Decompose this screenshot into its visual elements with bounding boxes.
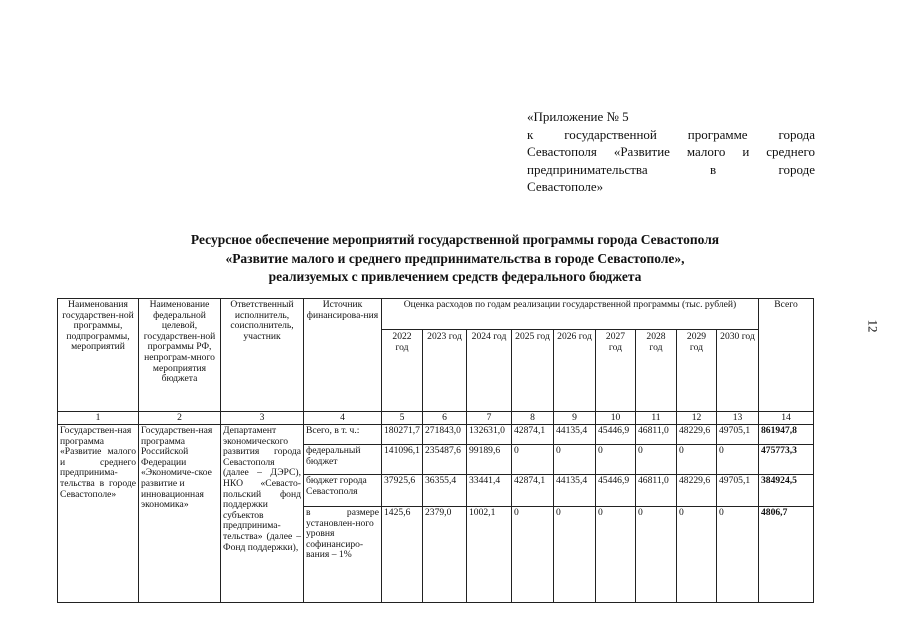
column-number: 11: [635, 412, 676, 425]
appendix-line-1: «Приложение № 5: [527, 109, 629, 124]
table-row-total: [58, 425, 814, 445]
header-years-group: Оценка расходов по годам реализации государственной программы (тыс. рублей): [382, 299, 759, 330]
document-title: [120, 231, 790, 287]
header-year-2023: 2023 год: [422, 330, 466, 412]
column-number: 4: [304, 412, 382, 425]
value-cell: 48229,6: [676, 475, 716, 507]
value-cell: 271843,0: [422, 425, 466, 445]
header-federal-program: Наименование федеральной целевой, государствен-ной программы РФ, непрограм-много мероприятия бюджета: [139, 299, 221, 412]
column-number: 12: [676, 412, 716, 425]
header-year-2030: 2030 год: [716, 330, 758, 412]
source-cell: в размере установлен-ного уровня софинансиро-вания – 1%: [304, 507, 382, 603]
value-cell: 42874,1: [511, 425, 553, 445]
federal-program-cell: Государствен-ная программа Российской Федерации «Экономиче-ское развитие и инновационная экономика»: [139, 425, 221, 603]
value-cell: 45446,9: [595, 425, 635, 445]
value-cell: 0: [716, 507, 758, 603]
source-cell: Всего, в т. ч.:: [304, 425, 382, 445]
value-cell: 44135,4: [553, 425, 595, 445]
column-number: 3: [221, 412, 304, 425]
value-cell: 46811,0: [635, 475, 676, 507]
column-number: 6: [422, 412, 466, 425]
value-cell: 0: [635, 507, 676, 603]
total-cell: 861947,8: [758, 425, 813, 445]
value-cell: 49705,1: [716, 475, 758, 507]
column-number: 9: [553, 412, 595, 425]
total-cell: 475773,3: [758, 445, 813, 475]
header-executor: Ответственный исполнитель, соисполнитель, участник: [221, 299, 304, 412]
title-line-3: реализуемых с привлечением средств федерального бюджета: [268, 269, 642, 284]
value-cell: 1002,1: [466, 507, 511, 603]
title-line-1: Ресурсное обеспечение мероприятий государственной программы города Севастополя: [190, 232, 720, 247]
header-total: Всего: [758, 299, 813, 412]
value-cell: 99189,6: [466, 445, 511, 475]
appendix-line-5: Севастополе»: [527, 179, 604, 194]
value-cell: 141096,1: [382, 445, 423, 475]
value-cell: 132631,0: [466, 425, 511, 445]
value-cell: 0: [716, 445, 758, 475]
source-cell: бюджет города Севастополя: [304, 475, 382, 507]
value-cell: 1425,6: [382, 507, 423, 603]
value-cell: 235487,6: [422, 445, 466, 475]
value-cell: 0: [676, 445, 716, 475]
value-cell: 44135,4: [553, 475, 595, 507]
value-cell: 48229,6: [676, 425, 716, 445]
column-number: 13: [716, 412, 758, 425]
column-number: 7: [466, 412, 511, 425]
value-cell: 37925,6: [382, 475, 423, 507]
total-cell: 4806,7: [758, 507, 813, 603]
column-number: 10: [595, 412, 635, 425]
value-cell: 36355,4: [422, 475, 466, 507]
value-cell: 0: [595, 507, 635, 603]
header-year-2024: 2024 год: [466, 330, 511, 412]
resource-table: [57, 298, 814, 603]
value-cell: 33441,4: [466, 475, 511, 507]
header-year-2027: 2027 год: [595, 330, 635, 412]
header-year-2029: 2029 год: [676, 330, 716, 412]
value-cell: 49705,1: [716, 425, 758, 445]
value-cell: 0: [553, 507, 595, 603]
value-cell: 0: [676, 507, 716, 603]
value-cell: 0: [511, 445, 553, 475]
executor-cell: Департамент экономического развития города Севастополя (далее – ДЭРС), НКО «Севасто-польский фонд поддержки субъектов предпринима-тельства» (далее – Фонд поддержки),: [221, 425, 304, 603]
header-program: Наименования государствен-ной программы, подпрограммы, мероприятий: [58, 299, 139, 412]
value-cell: 180271,7: [382, 425, 423, 445]
header-row-1: [58, 299, 814, 330]
value-cell: 2379,0: [422, 507, 466, 603]
header-source: Источник финансирова-ния: [304, 299, 382, 412]
source-cell: федеральный бюджет: [304, 445, 382, 475]
column-number-row: [58, 412, 814, 425]
column-number: 2: [139, 412, 221, 425]
value-cell: 46811,0: [635, 425, 676, 445]
appendix-line-2: к государственной программе города: [527, 126, 815, 142]
value-cell: 0: [553, 445, 595, 475]
header-year-2025: 2025 год: [511, 330, 553, 412]
header-year-2022: 2022 год: [382, 330, 423, 412]
column-number: 1: [58, 412, 139, 425]
program-name-cell: Государствен-ная программа «Развитие малого и среднего предпринима-тельства в городе Севастополе»: [58, 425, 139, 603]
header-year-2028: 2028 год: [635, 330, 676, 412]
header-year-2026: 2026 год: [553, 330, 595, 412]
column-number: 5: [382, 412, 423, 425]
title-line-2: «Развитие малого и среднего предпринимательства в городе Севастополе»,: [225, 250, 685, 266]
value-cell: 0: [635, 445, 676, 475]
column-number: 8: [511, 412, 553, 425]
column-number: 14: [758, 412, 813, 425]
value-cell: 42874,1: [511, 475, 553, 507]
appendix-line-3: Севастополя «Развитие малого и среднего: [527, 144, 815, 159]
value-cell: 0: [511, 507, 553, 603]
appendix-block: [527, 108, 815, 196]
value-cell: 0: [595, 445, 635, 475]
appendix-line-4: предпринимательства в городе: [527, 161, 815, 177]
value-cell: 45446,9: [595, 475, 635, 507]
page-number: 12: [865, 319, 881, 333]
total-cell: 384924,5: [758, 475, 813, 507]
